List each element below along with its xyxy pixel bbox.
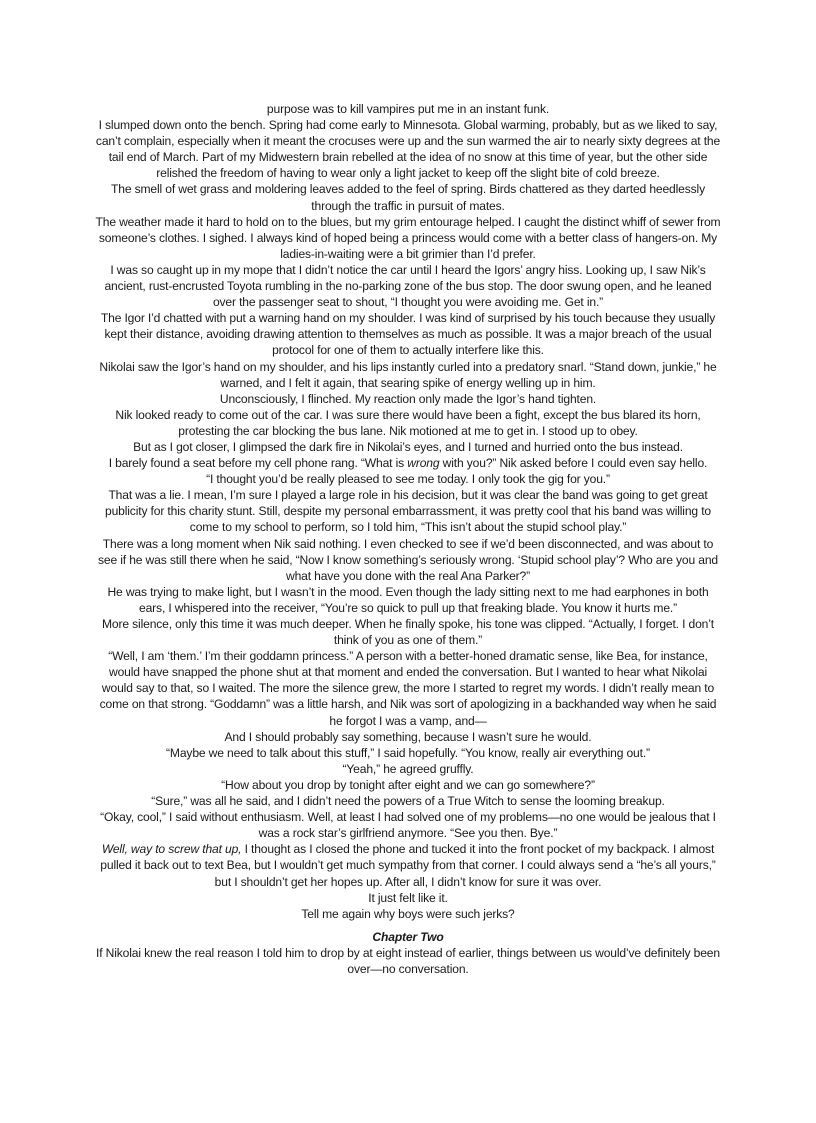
emphasis: Well, way to screw that up, bbox=[101, 842, 242, 857]
paragraph-text: I thought as I closed the phone and tucked it into the front pocket of my backpack. I almost pulled it back out to text Bea, but I wouldn’t get much sympathy from that corner. I could always send a “he’s all yours,” but I shouldn’t get her hopes up. After all, I didn’t know for sure it was over. bbox=[100, 842, 716, 889]
paragraph: The smell of wet grass and moldering leaves added to the feel of spring. Birds chattered as they darted heedlessly through the traffic in pursuit of mates. bbox=[111, 182, 705, 213]
paragraph: But as I got closer, I glimpsed the dark fire in Nikolai’s eyes, and I turned and hurried onto the bus instead. bbox=[133, 439, 683, 454]
paragraph: The Igor I’d chatted with put a warning hand on my shoulder. I was kind of surprised by his touch because they usually kept their distance, avoiding drawing attention to themselves as much as possible. It was a major breach of the usual protocol for one of them to actually interfere like this. bbox=[100, 311, 716, 358]
paragraph: “Okay, cool,” I said without enthusiasm. Well, at least I had solved one of my problems—no one would be jealous that I was a rock star’s girlfriend anymore. “See you then. Bye.” bbox=[100, 810, 716, 841]
paragraph: He was trying to make light, but I wasn’t in the mood. Even though the lady sitting next to me had earphones in both ears, I whispered into the receiver, “You’re so quick to pull up that freaking blade. You know it hurts me.” bbox=[107, 584, 709, 615]
paragraph: Unconsciously, I flinched. My reaction only made the Igor’s hand tighten. bbox=[219, 391, 597, 406]
paragraph: More silence, only this time it was much deeper. When he finally spoke, his tone was clipped. “Actually, I forget. I don’t think of you as one of them.” bbox=[102, 617, 714, 648]
chapter-paragraph: If Nikolai knew the real reason I told him to drop by at eight instead of earlier, things between us would’ve definitely been over—no conversation. bbox=[96, 945, 720, 976]
paragraph: The weather made it hard to hold on to the blues, but my grim entourage helped. I caught the distinct whiff of sewer from someone’s clothes. I sighed. I always kind of hoped being a princess would come with a better class of hangers-on. My ladies-in-waiting were a bit grimier than I’d prefer. bbox=[95, 214, 721, 261]
paragraph: There was a long moment when Nik said nothing. I even checked to see if we’d been disconnected, and was about to see if he was still there when he said, “Now I know something’s seriously wrong. ‘Stupid school play’? Who are you and what have you done with the real Ana Parker?” bbox=[97, 536, 718, 583]
paragraph: “Maybe we need to talk about this stuff,” I said hopefully. “You know, really air everything out.” bbox=[166, 745, 650, 760]
paragraph: Nik looked ready to come out of the car. I was sure there would have been a fight, except the bus blared its horn, protesting the car blocking the bus lane. Nik motioned at me to get in. I stood up to obey. bbox=[115, 407, 701, 438]
paragraph: “Well, I am ‘them.’ I’m their goddamn princess.” A person with a better-honed dramatic sense, like Bea, for instance, would have snapped the phone shut at that moment and ended the conversation. But I wanted to hear what Nikolai would say to that, so I waited. The more the silence grew, the more I started to regret my words. I didn’t really mean to come on that strong. “Goddamn” was a little harsh, and Nik was sort of apologizing in a backhanded way when he said he forgot I was a vamp, and— bbox=[99, 649, 717, 728]
paragraph: “Yeah,” he agreed gruffly. bbox=[342, 761, 474, 776]
paragraph: I slumped down onto the bench. Spring had come early to Minnesota. Global warming, probably, but as we liked to say, can’t complain, especially when it meant the crocuses were up and the sun warmed the air to nearly sixty degrees at the tail end of March. Part of my Midwestern brain rebelled at the idea of no snow at this time of year, but the other side relished the freedom of having to wear only a light jacket to keep off the slight bite of cold breeze. bbox=[95, 118, 721, 181]
paragraph: I was so caught up in my mope that I didn’t notice the car until I heard the Igors’ angry hiss. Looking up, I saw Nik’s ancient, rust-encrusted Toyota rumbling in the no-parking zone of the bus stop. The door swung open, and he leaned over the passenger seat to shout, “I thought you were avoiding me. Get in.” bbox=[104, 262, 712, 310]
paragraph: It just felt like it. bbox=[368, 890, 448, 905]
paragraph: That was a lie. I mean, I’m sure I played a large role in his decision, but it was clear the band was going to get great publicity for this charity stunt. Still, despite my personal embarrassment, it was pretty cool that his band was willing to come to my school to perform, so I told him, “This isn’t about the stupid school play.” bbox=[105, 488, 711, 535]
paragraph: “Sure,” was all he said, and I didn’t need the powers of a True Witch to sense the looming breakup. bbox=[151, 794, 665, 809]
paragraph: “I thought you’d be really pleased to see me today. I only took the gig for you.” bbox=[206, 472, 610, 487]
paragraph: “How about you drop by tonight after eight and we can go somewhere?” bbox=[221, 777, 595, 792]
paragraph bbox=[94, 455, 722, 471]
chapter-heading: Chapter Two bbox=[372, 929, 444, 944]
paragraph: purpose was to kill vampires put me in an instant funk. bbox=[266, 102, 550, 116]
paragraph-text: I barely found a seat before my cell phone rang. “What is bbox=[108, 456, 408, 471]
paragraph bbox=[94, 841, 722, 889]
paragraph: And I should probably say something, because I wasn’t sure he would. bbox=[224, 729, 592, 744]
paragraph: Tell me again why boys were such jerks? bbox=[301, 906, 515, 921]
paragraph: Nikolai saw the Igor’s hand on my shoulder, and his lips instantly curled into a predatory snarl. “Stand down, junkie,” he warned, and I felt it again, that searing spike of energy welling up in him. bbox=[99, 359, 717, 390]
emphasis: wrong bbox=[407, 456, 440, 471]
paragraph-text: with you?” Nik asked before I could even say hello. bbox=[439, 456, 708, 471]
body-text bbox=[94, 101, 722, 977]
